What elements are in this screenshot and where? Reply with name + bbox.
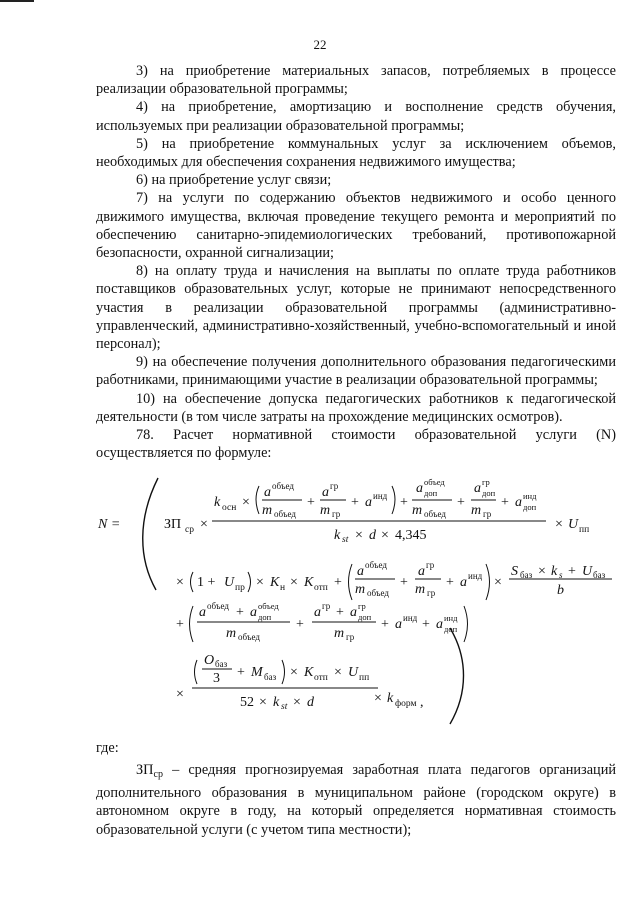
k-otp-2: K — [304, 665, 314, 680]
big-open-paren — [143, 478, 158, 590]
plus-10: + — [176, 617, 184, 632]
paren-close-5 — [282, 660, 285, 684]
plus-6: + — [334, 575, 342, 590]
a-dop-ind-4-sub: доп — [444, 624, 458, 634]
s-baz: S — [511, 564, 518, 579]
list-item-3: 3) на приобретение материальных запасов, потребляемых в процессе реализации образовательной программы; — [96, 63, 616, 98]
scan-edge-mark — [0, 0, 34, 8]
plus-11: + — [236, 605, 244, 620]
times-14: × — [259, 695, 267, 710]
a-dop-obed-4-sup: объед — [258, 601, 279, 611]
k-s: k — [551, 564, 558, 579]
b-var: b — [557, 583, 564, 598]
a-gr-3-sup: гр — [426, 560, 435, 570]
m-gr-3: m — [415, 582, 426, 597]
plus-16: + — [237, 665, 245, 680]
m-obed-4-sub: объед — [238, 632, 260, 642]
plus-12: + — [296, 617, 304, 632]
m-obed-4: m — [226, 626, 237, 641]
u-baz: U — [582, 564, 593, 579]
paren-open-2 — [191, 572, 194, 592]
a-dop-ind: a — [515, 495, 522, 510]
u-pr-sub: пр — [235, 583, 245, 593]
a-gr-sup: гр — [330, 481, 339, 491]
m-obed-3: m — [355, 582, 366, 597]
page-number: 22 — [313, 37, 327, 52]
k-n: K — [270, 575, 280, 590]
a-ind-3: a — [460, 575, 467, 590]
k-osn-sub: осн — [222, 503, 237, 513]
a-dop-obed-4: a — [250, 605, 257, 620]
a-dop-ind-4: a — [436, 617, 443, 632]
a-dop-ind-sub: доп — [523, 502, 537, 512]
a-dop-gr-4-sub: доп — [358, 612, 372, 622]
m-gr-4: m — [334, 626, 345, 641]
times-8: × — [290, 575, 298, 590]
fifty-two: 52 — [240, 695, 254, 710]
times-4: × — [381, 528, 389, 543]
where-label: где: — [96, 740, 119, 756]
k-st-2-sub: st — [281, 702, 288, 712]
k-otp-2-sub: отп — [314, 673, 328, 683]
m-obed-2: m — [412, 503, 423, 518]
plus-8: + — [446, 575, 454, 590]
m-obed: m — [262, 503, 273, 518]
definition-text: – средняя прогнозируемая заработная плата педагогов организаций дополнительного образования в муниципальном районе (городском округе) в автономном округе в году, на который определяется нормативная стоимость образовательной услуги (с учетом типа местности); — [96, 762, 616, 838]
times-9: × — [494, 575, 502, 590]
times-12: × — [290, 665, 298, 680]
o-baz-sub: баз — [215, 659, 228, 669]
a-gr-4: a — [314, 605, 321, 620]
a-dop-obed-4-sub: доп — [258, 612, 272, 622]
m-obed-3-sub: объед — [367, 588, 389, 598]
list-item-10: 10) на обеспечение допуска педагогических работников к педагогической деятельности (в том числе затраты на прохождение медицинских осмотров). — [96, 390, 616, 425]
plus-4: + — [457, 495, 465, 510]
u-pr: U — [224, 575, 235, 590]
a-dop-obed: a — [416, 481, 423, 496]
m-gr-4-sub: гр — [346, 632, 355, 642]
a-dop-gr-sub: доп — [482, 488, 496, 498]
plus-14: + — [381, 617, 389, 632]
zp-sub: ср — [185, 525, 194, 535]
a-obed-4: a — [199, 605, 206, 620]
a-ind-4: a — [395, 617, 402, 632]
plus-1: + — [307, 495, 315, 510]
k-otp: K — [304, 575, 314, 590]
m-gr-2: m — [471, 503, 482, 518]
a-gr-3: a — [418, 564, 425, 579]
a-dop-gr-sup: гр — [482, 477, 490, 487]
m-gr-2-sub: гр — [483, 509, 492, 519]
a-gr-4-sup: гр — [322, 601, 331, 611]
plus-7: + — [400, 575, 408, 590]
a-ind: a — [365, 495, 372, 510]
s-baz-sub: баз — [520, 570, 533, 580]
k-form-sub: форм — [395, 699, 417, 709]
a-dop-gr-4-sup: гр — [358, 601, 366, 611]
list-item-7: 7) на услуги по содержанию объектов недвижимого и особо ценного движимого имущества, включая проведение текущего ремонта и мероприятий по обеспечению санитарно-эпидемиологических требований, противопожарной безопасности, охранной сигнализации; — [96, 190, 616, 262]
a-dop-obed-sub: доп — [424, 488, 438, 498]
a-dop-obed-sup: объед — [424, 477, 445, 487]
m-obed-2-sub: объед — [424, 509, 446, 519]
times-16: × — [374, 691, 382, 706]
comma: , — [420, 695, 424, 710]
m-baz: M — [251, 665, 263, 680]
k-n-sub: н — [280, 583, 286, 593]
u-baz-sub: баз — [593, 570, 606, 580]
three: 3 — [213, 671, 220, 686]
definition-symbol: ЗП — [136, 762, 154, 778]
const-4345: 4,345 — [395, 528, 427, 543]
o-baz: O — [204, 653, 215, 668]
a-dop-gr: a — [474, 481, 481, 496]
a-obed-3-sup: объед — [365, 560, 387, 570]
k-form: k — [387, 691, 394, 706]
a-dop-ind-4-sup: инд — [444, 613, 458, 623]
a-obed-sup: объед — [272, 481, 294, 491]
m-baz-sub: баз — [264, 672, 277, 682]
list-item-6: 6) на приобретение услуг связи; — [136, 172, 332, 189]
a-ind-4-sup: инд — [403, 613, 418, 623]
times-6: × — [176, 575, 184, 590]
paren-open-5 — [195, 660, 198, 684]
u-pp-2: U — [348, 665, 359, 680]
definition-zp-sr — [96, 761, 616, 839]
a-obed-4-sup: объед — [207, 601, 229, 611]
a-dop-gr-4: a — [350, 605, 357, 620]
m-obed-sub: объед — [274, 509, 296, 519]
a-dop-ind-sup: инд — [523, 491, 537, 501]
plus-2: + — [351, 495, 359, 510]
section-78: 78. Расчет нормативной стоимости образовательной услуги (N) осуществляется по формуле: — [96, 427, 616, 462]
inner-paren-open-1 — [256, 486, 259, 514]
m-gr: m — [320, 503, 331, 518]
d-var-2: d — [307, 695, 314, 710]
list-item-4: 4) на приобретение, амортизацию и восполнение средств обучения, используемых при реализации образовательной программы; — [96, 99, 616, 134]
paren-close-3 — [486, 564, 490, 600]
u-pp-sub: пп — [579, 525, 590, 535]
a-obed-3: a — [357, 564, 364, 579]
zp-symbol: ЗП — [164, 517, 182, 532]
plus-3: + — [400, 495, 408, 510]
times-10: × — [538, 564, 546, 579]
k-osn: k — [214, 495, 221, 510]
k-s-sub: s — [559, 570, 563, 580]
k-st-sub: st — [342, 535, 349, 545]
k-st-2: k — [273, 695, 280, 710]
m-gr-3-sub: гр — [427, 588, 436, 598]
times-15: × — [293, 695, 301, 710]
u-pp: U — [568, 517, 579, 532]
a-gr: a — [322, 485, 329, 500]
body-text — [96, 62, 616, 462]
formula-svg — [96, 468, 636, 738]
definition-symbol-sub: ср — [153, 769, 163, 780]
times-3: × — [355, 528, 363, 543]
a-obed: a — [264, 485, 271, 500]
plus-15: + — [422, 617, 430, 632]
u-pp-2-sub: пп — [359, 673, 370, 683]
paren-close-2 — [248, 572, 251, 592]
times-7: × — [256, 575, 264, 590]
list-item-8: 8) на оплату труда и начисления на выплаты по оплате труда работников поставщиков образовательных услуг, которые не принимают непосредственного участия в реализации образовательной программы (административно-управленческий, административно-хозяйственный, учебно-вспомогательный и иной персонал); — [96, 263, 616, 353]
list-item-9: 9) на обеспечение получения дополнительного образования педагогическими работниками, принимающими участие в реализации образовательной программы; — [96, 354, 616, 389]
times-1: × — [200, 517, 208, 532]
times-2: × — [242, 495, 250, 510]
k-st: k — [334, 528, 341, 543]
d-var: d — [369, 528, 376, 543]
inner-paren-close-1 — [392, 486, 395, 514]
paren-open-3 — [349, 564, 353, 600]
paren-close-4 — [464, 606, 468, 642]
list-item-5: 5) на приобретение коммунальных услуг за исключением объемов, необходимых для обеспечения сохранения недвижимого имущества; — [96, 135, 616, 171]
times-5: × — [555, 517, 563, 532]
a-ind-sup: инд — [373, 491, 388, 501]
plus-13: + — [336, 605, 344, 620]
plus-5: + — [501, 495, 509, 510]
m-gr-sub: гр — [332, 509, 341, 519]
paren-open-4 — [190, 606, 194, 642]
formula-block — [96, 468, 636, 738]
a-ind-3-sup: инд — [468, 571, 483, 581]
formula-lhs: N = — [98, 517, 121, 532]
plus-9: + — [568, 564, 576, 579]
one-plus: 1 + — [197, 575, 216, 590]
times-11: × — [176, 687, 184, 702]
times-13: × — [334, 665, 342, 680]
k-otp-sub: отп — [314, 583, 328, 593]
big-close-paren — [450, 628, 464, 724]
